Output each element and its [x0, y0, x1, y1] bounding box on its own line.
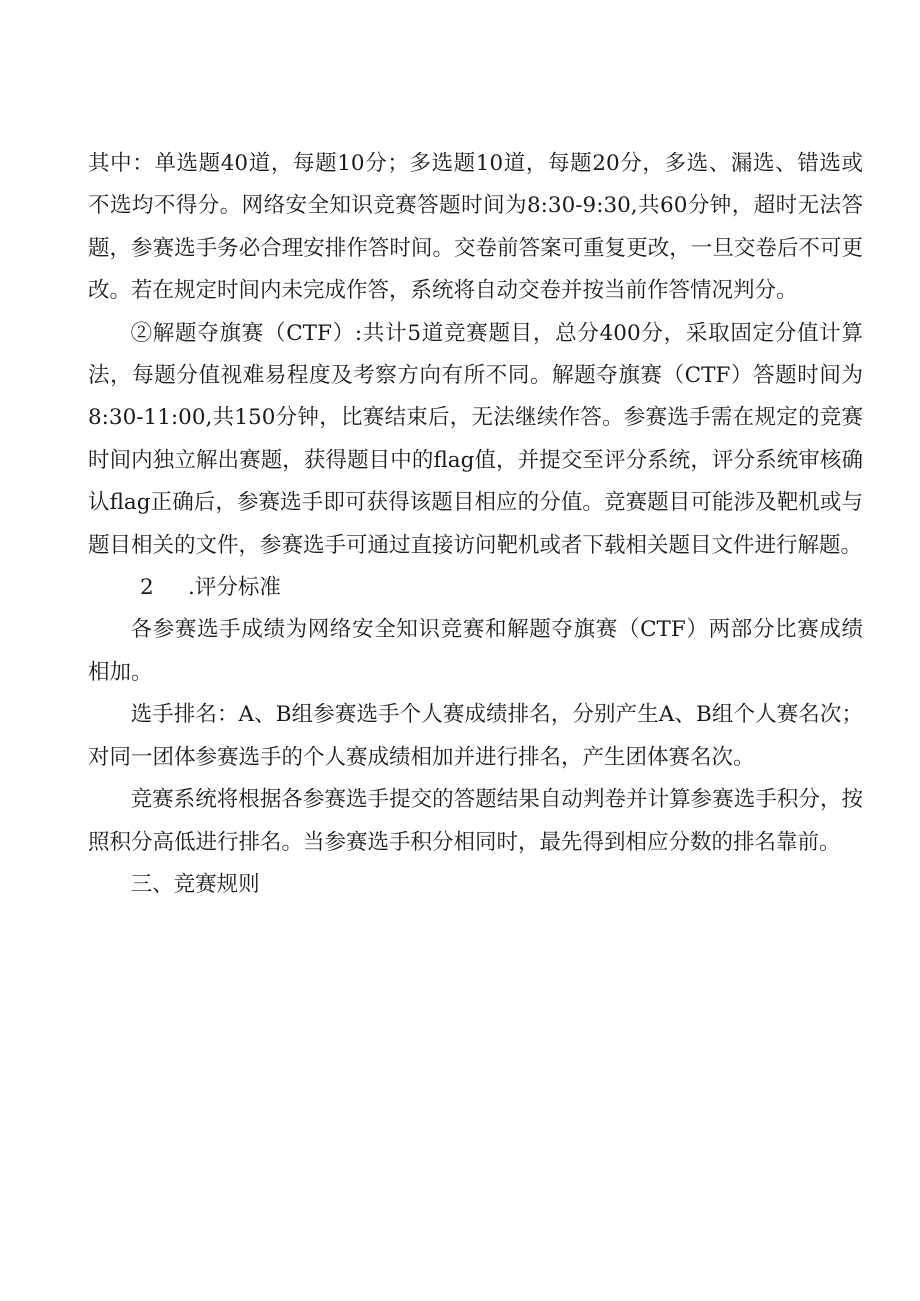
document-page — [88, 143, 863, 906]
paragraph-auto-grading: 竞赛系统将根据各参赛选手提交的答题结果自动判卷并计算参赛选手积分，按照积分高低进行排名。当参赛选手积分相同时，最先得到相应分数的排名靠前。 — [88, 787, 863, 855]
paragraph-total-score: 各参赛选手成绩为网络安全知识竞赛和解题夺旗赛（CTF）两部分比赛成绩相加。 — [88, 617, 863, 685]
paragraph-question-types: 其中：单选题40道，每题10分；多选题10道，每题20分，多选、漏选、错选或不选均不得分。网络安全知识竞赛答题时间为8:30-9:30,共60分钟，超时无法答题，参赛选手务必合理安排作答时间。交卷前答案可重复更改，一旦交卷后不可更改。若在规定时间内未完成作答，系统将自动交卷并按当前作答情况判分。 — [88, 151, 863, 304]
section-title: .评分标准 — [188, 575, 281, 601]
section-heading-scoring — [88, 567, 863, 609]
section-number: 2 — [140, 575, 154, 601]
section-heading-rules: 三、竞赛规则 — [130, 871, 260, 897]
paragraph-ctf: ②解题夺旗赛（CTF）:共计5道竞赛题目，总分400分，采取固定分值计算法，每题分值视难易程度及考察方向有所不同。解题夺旗赛（CTF）答题时间为8:30-11:00,共150分钟，比赛结束后，无法继续作答。参赛选手需在规定的竞赛时间内独立解出赛题，获得题目中的flag值，并提交至评分系统，评分系统审核确认flag正确后，参赛选手即可获得该题目相应的分值。竞赛题目可能涉及靶机或与题目相关的文件，参赛选手可通过直接访问靶机或者下载相关题目文件进行解题。 — [88, 320, 863, 558]
paragraph-ranking: 选手排名：A、B组参赛选手个人赛成绩排名，分别产生A、B组个人赛名次；对同一团体参赛选手的个人赛成绩相加并进行排名，产生团体赛名次。 — [88, 702, 863, 770]
